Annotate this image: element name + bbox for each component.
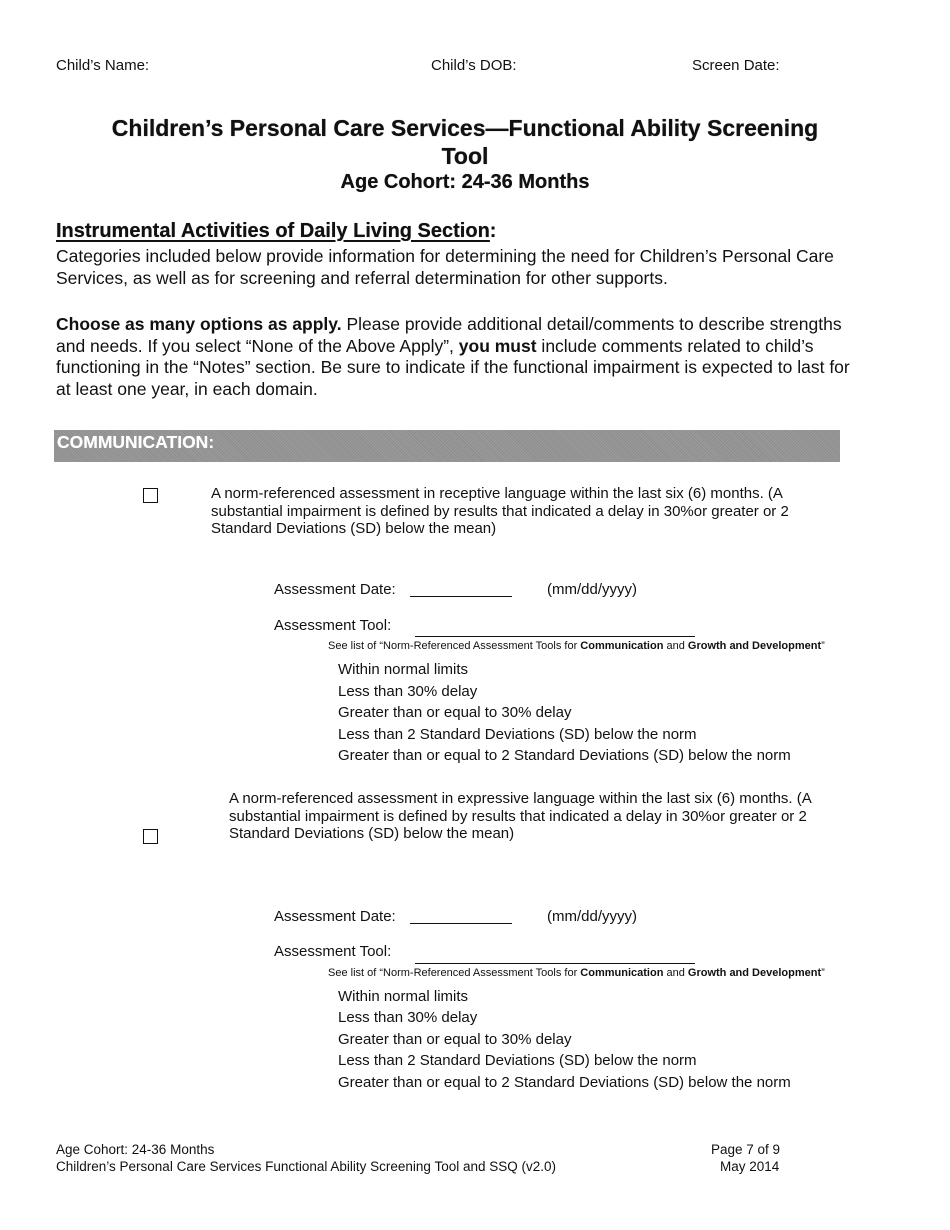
note-mid: and [663,967,688,979]
page-title [40,114,890,170]
option-gte-30-delay[interactable]: Greater than or equal to 30% delay [338,1031,572,1048]
note-prefix: See list of “Norm-Referenced Assessment Tools for [328,640,581,652]
age-cohort-subtitle: Age Cohort: 24-36 Months [340,171,590,193]
communication-banner: COMMUNICATION: [54,430,840,462]
screen-date-label: Screen Date: [692,57,780,74]
option-less-than-30-delay[interactable]: Less than 30% delay [338,683,478,700]
receptive-language-text: A norm-referenced assessment in receptive language within the last six (6) months. (A substantial impairment is defined by results that indicated a delay in 30%or greater or 2 Standard Deviations (SD) below the mean) [211,485,789,537]
note-suffix: ” [821,640,825,652]
assessment-tool-label: Assessment Tool: [274,943,392,960]
footer-page-number: Page 7 of 9 [711,1142,781,1157]
note-suffix: ” [821,967,825,979]
instructions-bold-choose: Choose as many options as apply. [56,314,342,334]
instructions-text-2: include comments related to child’s functioning in the “Notes” section. Be sure to indicate if the functional impairment is expected to last for at least one year, in each domain. [56,335,850,399]
option-less-than-2-sd[interactable]: Less than 2 Standard Deviations (SD) below the norm [338,1052,697,1069]
option-gte-2-sd[interactable]: Greater than or equal to 2 Standard Deviations (SD) below the norm [338,747,791,764]
note-prefix: See list of “Norm-Referenced Assessment Tools for [328,967,581,979]
option-less-than-2-sd[interactable]: Less than 2 Standard Deviations (SD) below the norm [338,726,697,743]
section-heading-text: Instrumental Activities of Daily Living Section [56,220,490,242]
option-within-normal-limits[interactable]: Within normal limits [338,661,469,678]
page-title-line1: Children’s Personal Care Services—Functional Ability Screening [111,115,819,141]
assessment-tool-note [328,640,825,652]
section-heading-colon: : [489,220,497,242]
assessment-date-label: Assessment Date: [274,908,396,925]
note-mid: and [663,640,688,652]
expressive-language-text: A norm-referenced assessment in expressive language within the last six (6) months. (A substantial impairment is defined by results that indicated a delay in 30%or greater or 2 Standard Deviations (SD) below the mean) [229,790,811,842]
childs-dob-label: Child’s DOB: [431,57,517,74]
assessment-tool-field[interactable] [415,636,695,637]
section-intro: Categories included below provide information for determining the need for Children’s Personal Care Services, as well as for screening and referral determination for other supports. [56,246,834,288]
receptive-language-checkbox[interactable] [143,488,158,503]
note-growth-development: Growth and Development [687,967,822,979]
section-instructions [56,314,856,400]
footer-date: May 2014 [720,1159,780,1174]
assessment-tool-label: Assessment Tool: [274,617,392,634]
assessment-date-label: Assessment Date: [274,581,396,598]
childs-name-label: Child’s Name: [56,57,150,74]
footer-document-title: Children’s Personal Care Services Functional Ability Screening Tool and SSQ (v2.0) [56,1159,557,1174]
option-within-normal-limits[interactable]: Within normal limits [338,988,469,1005]
date-format-hint: (mm/dd/yyyy) [547,581,637,598]
assessment-date-field[interactable] [410,596,512,597]
assessment-tool-field[interactable] [415,963,695,964]
note-communication: Communication [580,640,664,652]
section-heading [56,220,496,243]
option-gte-30-delay[interactable]: Greater than or equal to 30% delay [338,704,572,721]
option-gte-2-sd[interactable]: Greater than or equal to 2 Standard Deviations (SD) below the norm [338,1074,791,1091]
note-growth-development: Growth and Development [687,640,822,652]
instructions-bold-must: you must [458,335,537,356]
note-communication: Communication [580,967,664,979]
footer-age-cohort: Age Cohort: 24-36 Months [56,1142,215,1157]
page-title-line2: Tool [441,143,489,169]
date-format-hint: (mm/dd/yyyy) [547,908,637,925]
assessment-date-field[interactable] [410,923,512,924]
instructions-text-1: Please provide additional detail/comments to describe strengths and needs. If you select “None of the Above Apply”, [56,314,842,356]
assessment-tool-note [328,967,825,979]
expressive-language-checkbox[interactable] [143,829,158,844]
option-less-than-30-delay[interactable]: Less than 30% delay [338,1009,478,1026]
